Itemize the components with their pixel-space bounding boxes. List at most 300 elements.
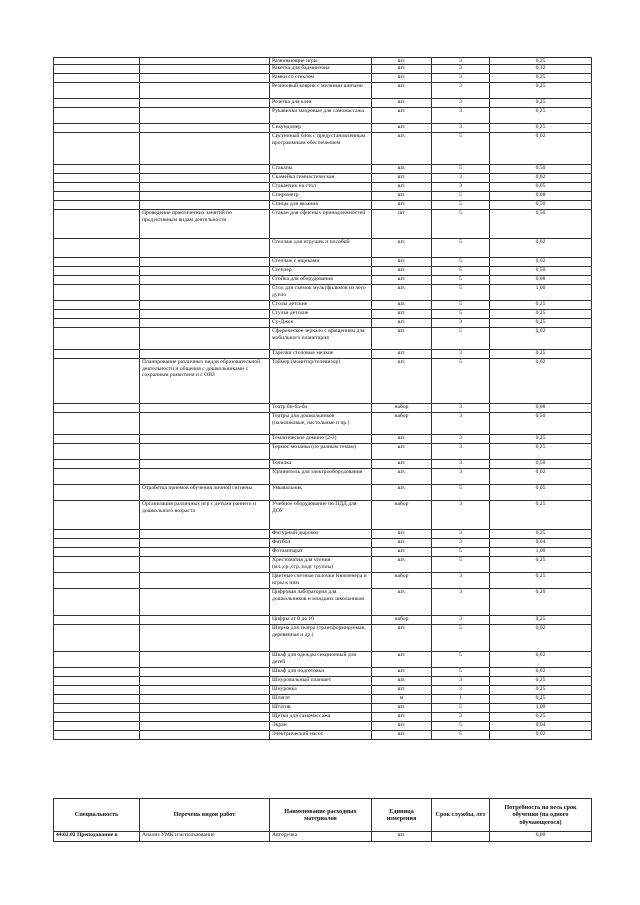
need-cell: 0,12 xyxy=(490,65,592,74)
material-name-cell: Штатив xyxy=(270,704,372,713)
activity-cell xyxy=(140,413,270,435)
material-name-cell: Термос мозаика (по разным темам) xyxy=(270,444,372,460)
need-cell: 0,50 xyxy=(490,267,592,276)
service-life-cell: 5 xyxy=(432,328,490,350)
service-life-cell: 3 xyxy=(432,435,490,444)
specialty-cell xyxy=(54,539,140,548)
table-row xyxy=(54,731,592,740)
need-cell: 0,25 xyxy=(490,83,592,99)
specialty-cell xyxy=(54,485,140,501)
activity-cell xyxy=(140,704,270,713)
activity-cell xyxy=(140,133,270,165)
need-cell: 0,25 xyxy=(490,301,592,310)
unit-cell: шт. xyxy=(372,174,432,183)
materials-table xyxy=(53,57,592,740)
activity-cell xyxy=(140,74,270,83)
service-life-cell: 5 xyxy=(432,704,490,713)
activity-cell xyxy=(140,404,270,413)
table-row xyxy=(54,99,592,108)
table-row xyxy=(54,133,592,165)
service-life-cell: 5 xyxy=(432,301,490,310)
unit-cell: шт. xyxy=(372,731,432,740)
specialty-cell xyxy=(54,668,140,677)
specialty-cell xyxy=(54,548,140,557)
table-row xyxy=(54,722,592,731)
need-cell: 0,02 xyxy=(490,359,592,404)
unit-cell: шт. xyxy=(372,239,432,258)
unit-cell: шт. xyxy=(372,133,432,165)
need-cell: 0,50 xyxy=(490,460,592,469)
unit-cell: шт. xyxy=(372,539,432,548)
service-life-cell: 3 xyxy=(432,444,490,460)
table-row xyxy=(54,74,592,83)
activity-cell xyxy=(140,589,270,616)
service-life-cell: 3 xyxy=(432,183,490,192)
material-name-cell: Стакан для офисных принадлежностей xyxy=(270,210,372,239)
table-row xyxy=(54,165,592,174)
service-life-cell: 5 xyxy=(432,557,490,573)
table-row xyxy=(54,328,592,350)
table-row xyxy=(54,413,592,435)
need-cell: 0,25 xyxy=(490,350,592,359)
activity-cell xyxy=(140,731,270,740)
need-cell: 0,02 xyxy=(490,239,592,258)
unit-cell: шт. xyxy=(372,201,432,210)
unit-cell: шт. xyxy=(372,124,432,133)
specialty-cell xyxy=(54,319,140,328)
need-cell: 0,04 xyxy=(490,722,592,731)
specialty-cell xyxy=(54,301,140,310)
material-name-cell: Розетка для клея xyxy=(270,99,372,108)
unit-cell: шт. xyxy=(372,460,432,469)
activity-cell xyxy=(140,239,270,258)
service-life-cell: 3 xyxy=(432,460,490,469)
specialty-cell xyxy=(54,276,140,285)
need-cell: 0,25 xyxy=(490,310,592,319)
specialty-cell xyxy=(54,165,140,174)
unit-cell: шт. xyxy=(372,359,432,404)
specialty-cell xyxy=(54,444,140,460)
specialty-cell xyxy=(54,328,140,350)
table-row xyxy=(54,285,592,301)
table-row xyxy=(54,589,592,616)
need-cell: 0,02 xyxy=(490,328,592,350)
specialty-cell xyxy=(54,108,140,124)
specialty-cell xyxy=(54,557,140,573)
unit-cell: шт. xyxy=(372,485,432,501)
activity-cell xyxy=(140,165,270,174)
material-name-cell: Системный блок с предустановленным программным обеспечением xyxy=(270,133,372,165)
need-cell: 0,02 xyxy=(490,258,592,267)
need-cell: 0,25 xyxy=(490,58,592,65)
material-name-cell: Развивающие игры xyxy=(270,58,372,65)
unit-cell: шт. xyxy=(372,677,432,686)
header-service-life: Срок службы, лет xyxy=(432,799,490,832)
unit-cell: шт. xyxy=(372,74,432,83)
material-name-cell: Фотоаппарат xyxy=(270,548,372,557)
table-row xyxy=(54,530,592,539)
material-name-cell: Стакапы xyxy=(270,165,372,174)
service-life-cell: 5 xyxy=(432,722,490,731)
material-name-cell: Стойка для оборудования xyxy=(270,276,372,285)
specialty-cell xyxy=(54,625,140,652)
material-name-cell: Цветные счетные палочки Кюизенера и игры к ним xyxy=(270,573,372,589)
service-life-cell xyxy=(432,832,490,842)
need-cell: 1,00 xyxy=(490,704,592,713)
activity-cell xyxy=(140,722,270,731)
service-life-cell: 3 xyxy=(432,501,490,530)
material-name-cell: Спицы для вязания xyxy=(270,201,372,210)
unit-cell: набор xyxy=(372,616,432,625)
unit-cell: шт. xyxy=(372,548,432,557)
need-cell: 0,25 xyxy=(490,435,592,444)
service-life-cell: 5 xyxy=(432,485,490,501)
unit-cell: шт. xyxy=(372,108,432,124)
unit-cell: шт. xyxy=(372,83,432,99)
activity-cell xyxy=(140,530,270,539)
material-name-cell: Умывальник xyxy=(270,485,372,501)
unit-cell: шт. xyxy=(372,722,432,731)
unit-cell: набор xyxy=(372,404,432,413)
unit-cell: шт. xyxy=(372,328,432,350)
specialty-cell xyxy=(54,460,140,469)
activity-cell: Планирование различных видов образовательной деятельности и общения с дошкольниками с сохранным развитием и с ОВЗ xyxy=(140,359,270,404)
specialty-cell xyxy=(54,359,140,404)
table-row xyxy=(54,258,592,267)
material-name-cell: Стеллаж с ящиками xyxy=(270,258,372,267)
activity-cell xyxy=(140,677,270,686)
service-life-cell: 3 xyxy=(432,65,490,74)
need-cell: 0,50 xyxy=(490,413,592,435)
specialty-cell xyxy=(54,210,140,239)
table-row xyxy=(54,652,592,668)
material-name-cell: Спирометр xyxy=(270,192,372,201)
specialty-cell xyxy=(54,258,140,267)
need-cell: 6,00 xyxy=(490,832,592,842)
material-name-cell: Тарелки столовые мелкие xyxy=(270,350,372,359)
activity-cell xyxy=(140,124,270,133)
table-row xyxy=(54,539,592,548)
unit-cell: шт. xyxy=(372,258,432,267)
specialty-cell xyxy=(54,174,140,183)
table-row xyxy=(54,201,592,210)
unit-cell: шт. xyxy=(372,713,432,722)
service-life-cell: 5 xyxy=(432,548,490,557)
need-cell: 0,25 xyxy=(490,713,592,722)
need-cell: 0,50 xyxy=(490,165,592,174)
specialty-cell xyxy=(54,704,140,713)
header-specialty: Специальность xyxy=(54,799,140,832)
service-life-cell: 3 xyxy=(432,350,490,359)
table-row xyxy=(54,832,592,842)
specialty-cell xyxy=(54,413,140,435)
unit-cell: шт. xyxy=(372,285,432,301)
activity-cell xyxy=(140,83,270,99)
specialty-cell xyxy=(54,267,140,276)
table-row xyxy=(54,183,592,192)
specialty-cell xyxy=(54,65,140,74)
material-name-cell: Точилка xyxy=(270,460,372,469)
activity-cell xyxy=(140,301,270,310)
need-cell: 0,25 xyxy=(490,319,592,328)
table-row xyxy=(54,192,592,201)
specialty-cell xyxy=(54,616,140,625)
material-name-cell: Сферическое зеркало с вращением для мобильного планетария xyxy=(270,328,372,350)
specialty-cell xyxy=(54,285,140,301)
column-header-row xyxy=(54,799,592,832)
specialty-cell xyxy=(54,133,140,165)
activity-cell xyxy=(140,539,270,548)
activity-cell xyxy=(140,319,270,328)
table-row xyxy=(54,58,592,65)
specialty-cell xyxy=(54,192,140,201)
need-cell: 0,02 xyxy=(490,625,592,652)
specialty-cell xyxy=(54,469,140,485)
service-life-cell: 3 xyxy=(432,539,490,548)
need-cell: 0,05 xyxy=(490,183,592,192)
need-cell: 0,02 xyxy=(490,469,592,485)
material-name-cell: Хрестоматия для чтения (мл.,ср.,стр.,подг группы) xyxy=(270,557,372,573)
unit-cell: набор xyxy=(372,573,432,589)
specialty-cell xyxy=(54,201,140,210)
material-name-cell: Цифровая лаборатория для дошкольников и младших школьников xyxy=(270,589,372,616)
unit-cell: шт. xyxy=(372,668,432,677)
table-row xyxy=(54,350,592,359)
activity-cell xyxy=(140,616,270,625)
activity-cell: Организация различных игр с детьми раннего и дошкольного возраста xyxy=(140,501,270,530)
activity-cell xyxy=(140,310,270,319)
service-life-cell: 5 xyxy=(432,210,490,239)
material-name-cell: Шнуровальный планшет xyxy=(270,677,372,686)
table-row xyxy=(54,444,592,460)
need-cell: 0,08 xyxy=(490,404,592,413)
specialty-cell xyxy=(54,686,140,695)
service-life-cell: 3 xyxy=(432,677,490,686)
service-life-cell: 3 xyxy=(432,589,490,616)
service-life-cell: 3 xyxy=(432,404,490,413)
unit-cell: шт. xyxy=(372,625,432,652)
specialty-cell xyxy=(54,722,140,731)
table-row xyxy=(54,404,592,413)
specialty-cell xyxy=(54,58,140,65)
need-cell: 0,50 xyxy=(490,210,592,239)
material-name-cell: Степлер xyxy=(270,267,372,276)
activity-cell xyxy=(140,192,270,201)
specialty-cell xyxy=(54,239,140,258)
need-cell: 0,20 xyxy=(490,589,592,616)
table-row xyxy=(54,124,592,133)
table-row xyxy=(54,501,592,530)
service-life-cell: 3 xyxy=(432,124,490,133)
material-name-cell: Таймер (монитор/телевизор) xyxy=(270,359,372,404)
material-name-cell: Щетки для самомассажа xyxy=(270,713,372,722)
activity-cell xyxy=(140,174,270,183)
activity-cell xyxy=(140,65,270,74)
table-row xyxy=(54,267,592,276)
unit-cell: шт. xyxy=(372,832,432,842)
specialty-cell xyxy=(54,124,140,133)
unit-cell: шт. xyxy=(372,469,432,485)
service-life-cell: 3 xyxy=(432,469,490,485)
specialty-cell xyxy=(54,573,140,589)
service-life-cell: 5 xyxy=(432,133,490,165)
service-life-cell: 3 xyxy=(432,573,490,589)
unit-cell: шт. xyxy=(372,686,432,695)
service-life-cell: 5 xyxy=(432,276,490,285)
table-row xyxy=(54,301,592,310)
table-row xyxy=(54,83,592,99)
unit-cell: шт. xyxy=(372,704,432,713)
specialty-cell xyxy=(54,530,140,539)
material-name-cell: Су-Джок xyxy=(270,319,372,328)
unit-cell: м xyxy=(372,695,432,704)
service-life-cell: 3 xyxy=(432,530,490,539)
specialty-cell xyxy=(54,731,140,740)
unit-cell: шт. xyxy=(372,557,432,573)
table-row xyxy=(54,210,592,239)
service-life-cell: 3 xyxy=(432,108,490,124)
material-name-cell: Фитбол xyxy=(270,539,372,548)
material-name-cell: Учебное оборудование по ПДД для ДОУ xyxy=(270,501,372,530)
table-row xyxy=(54,704,592,713)
need-cell: 0,08 xyxy=(490,276,592,285)
material-name-cell: Шкаф для одежды секционный для детей xyxy=(270,652,372,668)
table-header-block xyxy=(53,798,592,842)
activity-cell xyxy=(140,258,270,267)
material-name-cell: Электрический насос xyxy=(270,731,372,740)
header-material-name: Наименование расходных материалов xyxy=(270,799,372,832)
specialty-cell xyxy=(54,695,140,704)
material-name-cell: Стол для съемок мультфильмов из лего дупло xyxy=(270,285,372,301)
activity-cell xyxy=(140,58,270,65)
table-row xyxy=(54,677,592,686)
activity-cell xyxy=(140,548,270,557)
specialty-cell xyxy=(54,713,140,722)
unit-cell: набор xyxy=(372,501,432,530)
unit-cell: шт. xyxy=(372,350,432,359)
service-life-cell: 3 xyxy=(432,713,490,722)
activity-cell xyxy=(140,201,270,210)
service-life-cell: 5 xyxy=(432,239,490,258)
need-cell: 0,25 xyxy=(490,616,592,625)
activity-cell xyxy=(140,557,270,573)
service-life-cell: 1 xyxy=(432,695,490,704)
activity-cell: Отработка приемов обучения личной гигиены xyxy=(140,485,270,501)
material-name-cell: Удлинитель для электрооборудования xyxy=(270,469,372,485)
activity-cell xyxy=(140,183,270,192)
material-name-cell: Цифры от 0 до 10 xyxy=(270,616,372,625)
material-name-cell: Театры для дошкольников (пальчиковые, настольные и пр.) xyxy=(270,413,372,435)
service-life-cell: 5 xyxy=(432,267,490,276)
activity-cell xyxy=(140,99,270,108)
table-row xyxy=(54,359,592,404)
table-row xyxy=(54,460,592,469)
unit-cell: шт. xyxy=(372,267,432,276)
specialty-cell xyxy=(54,350,140,359)
activity-cell xyxy=(140,713,270,722)
service-life-cell: 5 xyxy=(432,359,490,404)
activity-cell xyxy=(140,668,270,677)
unit-cell: шт. xyxy=(372,589,432,616)
unit-cell: шт. xyxy=(372,99,432,108)
service-life-cell: 5 xyxy=(432,731,490,740)
activity-cell xyxy=(140,267,270,276)
specialty-cell xyxy=(54,183,140,192)
unit-cell: шт. xyxy=(372,192,432,201)
service-life-cell: 5 xyxy=(432,668,490,677)
service-life-cell: 3 xyxy=(432,686,490,695)
need-cell: 0,02 xyxy=(490,133,592,165)
need-cell: 0,25 xyxy=(490,573,592,589)
service-life-cell: 5 xyxy=(432,258,490,267)
specialty-cell xyxy=(54,677,140,686)
header-unit: Единица измерения xyxy=(372,799,432,832)
material-name-cell: Резиновый коврик с мелкими шипами xyxy=(270,83,372,99)
material-name-cell: Скамейка гимнастическая xyxy=(270,174,372,183)
need-cell: 0,25 xyxy=(490,557,592,573)
table-row xyxy=(54,557,592,573)
specialty-cell xyxy=(54,435,140,444)
material-name-cell: Театр би-ба-бо xyxy=(270,404,372,413)
service-life-cell: 3 xyxy=(432,83,490,99)
specialty-cell xyxy=(54,99,140,108)
need-cell: 0,25 xyxy=(490,530,592,539)
need-cell: 0,25 xyxy=(490,686,592,695)
unit-cell: шт. xyxy=(372,276,432,285)
table-row xyxy=(54,276,592,285)
specialty-cell xyxy=(54,652,140,668)
need-cell: 0,25 xyxy=(490,108,592,124)
specialty-cell xyxy=(54,501,140,530)
table-row xyxy=(54,668,592,677)
material-name-cell: Тематическое домино (2-3) xyxy=(270,435,372,444)
material-name-cell: Экран xyxy=(270,722,372,731)
service-life-cell: 3 xyxy=(432,319,490,328)
material-name-cell: Шнуровка xyxy=(270,686,372,695)
table-row xyxy=(54,713,592,722)
material-name-cell: Фигурный дырокол xyxy=(270,530,372,539)
unit-cell: шт. xyxy=(372,530,432,539)
activity-cell xyxy=(140,285,270,301)
need-cell: 0,02 xyxy=(490,174,592,183)
need-cell: 0,04 xyxy=(490,539,592,548)
need-cell: 0,02 xyxy=(490,652,592,668)
activity-cell: Анализ УМК и использование xyxy=(140,832,270,842)
need-cell: 1,00 xyxy=(490,285,592,301)
material-name-cell: Авторучка xyxy=(270,832,372,842)
unit-cell: шт. xyxy=(372,165,432,174)
material-name-cell: Ширма для театра (трансформируемая, деревянная и др.) xyxy=(270,625,372,652)
activity-cell xyxy=(140,444,270,460)
unit-cell: шт. xyxy=(372,652,432,668)
activity-cell xyxy=(140,435,270,444)
activity-cell xyxy=(140,573,270,589)
material-name-cell: Стулья детские xyxy=(270,310,372,319)
table-row xyxy=(54,319,592,328)
service-life-cell: 3 xyxy=(432,616,490,625)
unit-cell: шт. xyxy=(372,435,432,444)
specialty-cell xyxy=(54,589,140,616)
need-cell: 1,00 xyxy=(490,548,592,557)
unit-cell: шт xyxy=(372,210,432,239)
need-cell: 0,25 xyxy=(490,695,592,704)
table-row xyxy=(54,435,592,444)
need-cell: 0,25 xyxy=(490,677,592,686)
activity-cell xyxy=(140,108,270,124)
need-cell: 0,25 xyxy=(490,74,592,83)
material-name-cell: Ракетка для бадминтона xyxy=(270,65,372,74)
service-life-cell: 5 xyxy=(432,625,490,652)
